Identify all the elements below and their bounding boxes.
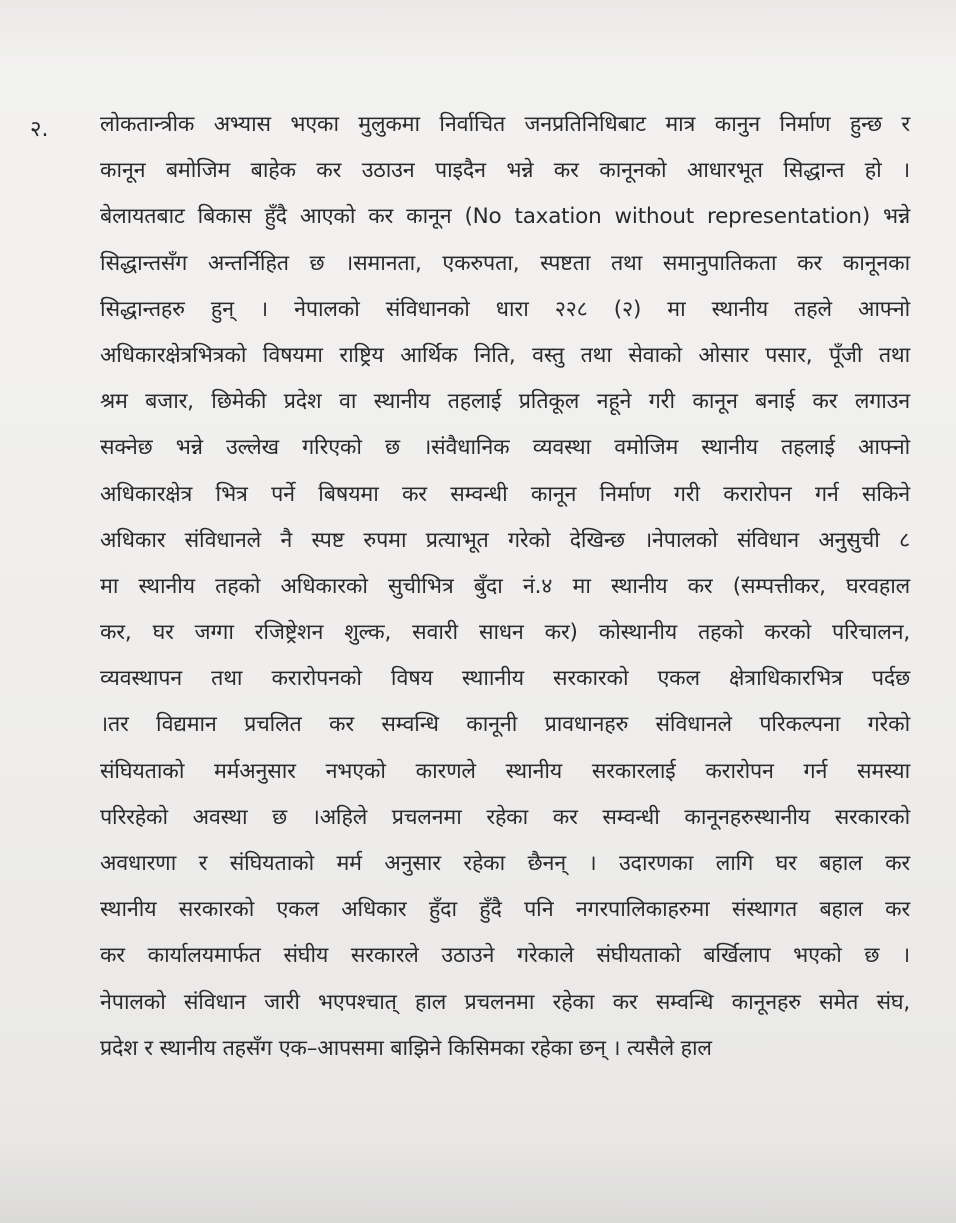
text-line: कर कार्यालयमार्फत संघीय सरकारले उठाउने गरेकाले संघीयताको बर्खिलाप भएको छ ।: [100, 943, 910, 969]
text-line: व्यवस्थापन तथा करारोपनको विषय स्थाानीय सरकारको एकल क्षेत्राधिकारभित्र पर्दछ: [100, 666, 910, 692]
paragraph-number: २.: [30, 117, 49, 142]
text-line: कर, घर जग्गा रजिष्ट्रेशन शुल्क, सवारी साधन कर) कोस्थानीय तहको करको परिचालन,: [100, 620, 910, 646]
text-line: स्थानीय सरकारको एकल अधिकार हुँदा हुँदै पनि नगरपालिकाहरुमा संस्थागत बहाल कर: [100, 897, 910, 923]
text-line: सिद्धान्तहरु हुन् । नेपालको संविधानको धारा २२८ (२) मा स्थानीय तहले आफ्नो: [100, 296, 910, 322]
paper-shading-bottom: [0, 1133, 956, 1223]
text-line: नेपालको संविधान जारी भएपश्चात् हाल प्रचलनमा रहेका कर सम्वन्धि कानूनहरु समेत संघ,: [100, 989, 910, 1015]
text-line: ।तर विद्यमान प्रचलित कर सम्वन्धि कानूनी प्रावधानहरु संविधानले परिकल्पना गरेको: [100, 712, 910, 738]
paper-shading-top: [0, 0, 956, 70]
text-line: सिद्धान्तसँग अन्तर्निहित छ ।समानता, एकरुपता, स्पष्टता तथा समानुपातिकता कर कानूनका: [100, 250, 910, 276]
text-line: मा स्थानीय तहको अधिकारको सुचीभित्र बुँदा नं.४ मा स्थानीय कर (सम्पत्तीकर, घरवहाल: [100, 573, 910, 599]
text-line: अधिकारक्षेत्रभित्रको विषयमा राष्ट्रिय आर्थिक निति, वस्तु तथा सेवाको ओसार पसार, पूँजी तथा: [100, 342, 910, 368]
text-line: अवधारणा र संघियताको मर्म अनुसार रहेका छैनन् । उदारणका लागि घर बहाल कर: [100, 851, 910, 876]
text-line: परिरहेको अवस्था छ ।अहिले प्रचलनमा रहेका कर सम्वन्धी कानूनहरुस्थानीय सरकारको: [100, 804, 910, 830]
text-line: प्रदेश र स्थानीय तहसँग एक–आपसमा बाझिने किसिमका रहेका छन् । त्यसैले हाल: [100, 1035, 712, 1061]
text-line: संघियताको मर्मअनुसार नभएको कारणले स्थानीय सरकारलाई करारोपन गर्न समस्या: [100, 758, 910, 784]
paragraph-body: [100, 108, 910, 1078]
text-line: कानून बमोजिम बाहेक कर उठाउन पाइदैन भन्ने कर कानूनको आधारभूत सिद्धान्त हो ।: [100, 158, 910, 184]
text-line: लोकतान्त्रीक अभ्यास भएका मुलुकमा निर्वाचित जनप्रतिनिधिबाट मात्र कानुन निर्माण हुन्छ र: [100, 112, 910, 137]
text-line: अधिकारक्षेत्र भित्र पर्ने बिषयमा कर सम्वन्धी कानून निर्माण गरी करारोपन गर्न सकिने: [100, 481, 910, 507]
text-line: बेलायतबाट बिकास हुँदै आएको कर कानून (No taxation without representation) भन्ने: [100, 204, 910, 230]
text-line: श्रम बजार, छिमेकी प्रदेश वा स्थानीय तहलाई प्रतिकूल नहूने गरी कानून बनाई कर लगाउन: [100, 389, 910, 415]
text-line: सक्नेछ भन्ने उल्लेख गरिएको छ ।संवैधानिक व्यवस्था वमोजिम स्थानीय तहलाई आफ्नो: [100, 435, 910, 461]
text-line: अधिकार संविधानले नै स्पष्ट रुपमा प्रत्याभूत गरेको देखिन्छ ।नेपालको संविधान अनुसुची ८: [100, 527, 910, 553]
